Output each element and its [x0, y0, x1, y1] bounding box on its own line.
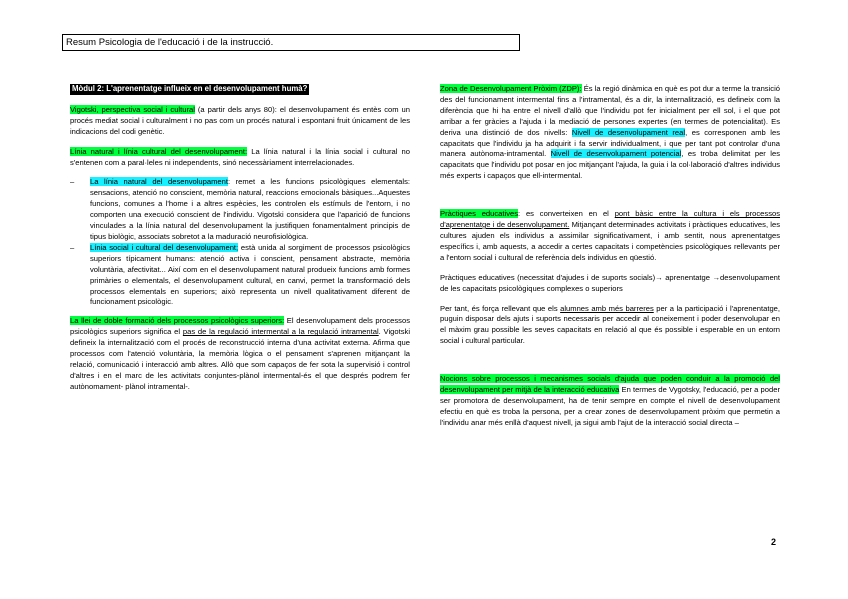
highlight-zdp: Zona de Desenvolupament Pròxim (ZDP): — [440, 84, 582, 93]
paragraph-nocions-text: En termes de Vygotsky, l'educació, per a poder ser promotora de desenvolupament, ha de tenir sempre en compte el nivell de desenvolupament efectiu en què es troba la persona, per a crear zones de desenvolupament pròxim que permetin a l'individu anar més enllà d'aquest nivell, ja sigui amb l'ajut de la interacció social directa – — [440, 385, 780, 427]
document-header-title: Resum Psicologia de l'educació i de la instrucció. — [66, 37, 274, 48]
highlight-nivell-potencial: Nivell de desenvolupament potencial — [550, 149, 682, 159]
bullet-natural-text: : remet a les funcions psicològiques elementals: sensacions, atenció no conscient, memòria natural, reaccions emocionals bàsiques...Aquestes funcions, comunes a l'home i a altres espècies, les controlen els estímuls de l'entorn, i no comporten una execució conscient de l'individu. Vigotski considera que l'aparició de funcions vinculades a la línia natural del desenvolupament la justifiquen fonamentalment principis de tipus biològic, associats sobretot a la maduració neurofisiològica. — [90, 177, 410, 241]
paragraph-practiques-text-b: Mitjançant determinades activitats i pràctiques educatives, les cultures ajuden els individus a assimilar significativament, i amb sentit, nous aprenentatges específics i, amb aquests, a accedir a certes capacitats i competències psicològiques rellevants per a l'entorn social i cultural de referència dels individus en qüestió. — [440, 220, 781, 262]
underline-pas-regulacio: pas de la regulació intermental a la regulació intramental — [182, 327, 379, 337]
highlight-llei: La llei de doble formació dels processos psicològics superiors: — [70, 316, 285, 326]
paragraph-linia-text: La línia natural i la línia social i cultural no s'entenen com a paral·leles ni independents, sinó necessàriament interrelacionades. — [70, 146, 411, 167]
bullet-list — [70, 177, 410, 308]
module-title-line — [70, 84, 410, 95]
highlight-practiques: Pràctiques educatives — [440, 209, 519, 219]
paragraph-llei — [70, 316, 410, 392]
highlight-linia-natural: La línia natural del desenvolupament — [90, 177, 228, 187]
paragraph-barreres-text-b: per a la participació i l'aprenentatge, puguin disposar dels ajuts i suports necessaris per accedir al coneixement i poder desenvolupar en el màxim grau possible les seves capacitats en relació al que és possible i esperable en un entorn social i cultural particular. — [440, 303, 780, 346]
highlight-nivell-real: Nivell de desenvolupament real — [571, 127, 686, 137]
module-title: Mòdul 2: L'aprenentatge influeix en el desenvolupament humà? — [72, 84, 308, 93]
paragraph-practiques — [440, 209, 780, 264]
paragraph-zdp-text-a: És la regió dinàmica en què es pot dur a terme la transició des del funcionament intermental fins a l'intramental, és a dir, la internalització, es defineix com la diferència que hi ha entre el nivell d'allò que l'individu pot fer inicialment per ell sol, i el que pot arribar a fer gràcies a l'ajuda i la mediació de persones expertes (en termes de potencialitat). Es deriva una distinció de dos nivells: — [440, 84, 781, 137]
highlight-nocions: Nocions sobre processos i mecanismes socials d'ajuda que poden conduir a la promoció del desenvolupament per mitjà de la interacció educativa — [440, 374, 780, 395]
left-column — [70, 84, 410, 402]
paragraph-barreres — [440, 304, 780, 348]
paragraph-esquema: Pràctiques educatives (necessitat d'ajudes i de suports socials)→ aprenentatge →desenvolupament de les capacitats psicològiques complexes o superiors — [440, 272, 780, 293]
bullet-item-natural — [70, 177, 410, 242]
paragraph-nocions — [440, 374, 780, 429]
highlight-linia-social: Línia social i cultural del desenvolupament; — [90, 242, 239, 252]
paragraph-practiques-text-a: : es converteixen en el — [518, 209, 615, 219]
paragraph-zdp — [440, 84, 780, 182]
right-column — [440, 84, 780, 438]
paragraph-vigotski-text: (a partir dels anys 80): el desenvolupament és entès com un procés mediat social i culturalment i no pas com un procés natural i espontani fruit únicament de les indicacions del codi genètic. — [70, 104, 410, 136]
highlight-vigotski: Vigotski, perspectiva social i cultural — [70, 104, 195, 114]
paragraph-vigotski — [70, 105, 410, 138]
highlight-linia: Línia natural i línia cultural del desenvolupament: — [70, 146, 248, 156]
underline-alumnes-barreres: alumnes amb més barreres — [560, 303, 654, 313]
underline-pont-basic: pont bàsic entre la cultura i els processos d'aprenentatge i de desenvolupament. — [440, 209, 781, 230]
bullet-social-text: està unida al sorgiment de processos psicològics superiors típicament humans: atenció activa i conscient, pensament abstracte, memòria voluntària, afectivitat... Així com en el desenvolupament natural produeix funcions amb formes primàries o elementals, el desenvolupament cultural, en canvi, permet la transformació dels processos elementals en superiors; això representa un nivell qualitativament diferent de funcionament psicològic. — [90, 242, 411, 307]
paragraph-zdp-text-b: , es corresponen amb les capacitats que l'individu ja ha adquirit i fa servir individualment, i que per tant pot controlar d'una manera autònoma-intramental. — [440, 127, 781, 159]
page-number: 2 — [771, 537, 777, 547]
paragraph-linia — [70, 147, 410, 169]
bullet-item-social — [70, 243, 410, 308]
paragraph-zdp-text-c: , es troba delimitat per les capacitats que l'individu pot posar en joc mitjançant l'ajuda, la guia i la col·laboració d'altres individus més experts i capaços que ell-intermental. — [440, 149, 780, 181]
paragraph-barreres-text-a: Per tant, és força rellevant que els — [440, 303, 561, 313]
paragraph-llei-text-a: El desenvolupament dels processos psicològics superiors significa el — [70, 316, 410, 337]
paragraph-llei-text-b: . Vigotski defineix la internalització com el procés de reconstrucció interna d'una activitat externa. Afirma que processos com l'atenció voluntària, la memòria lògica o el pensament s'aprenen mitjançant la relació, comunicació i interacció amb altres. Allò que som capaços de fer sota la supervisió i control d'altres i en el marc de les activitats conjuntes-plànol intermental-és el que després podrem fer autònomament- plànol intramental-. — [70, 327, 411, 391]
document-header — [62, 34, 520, 51]
